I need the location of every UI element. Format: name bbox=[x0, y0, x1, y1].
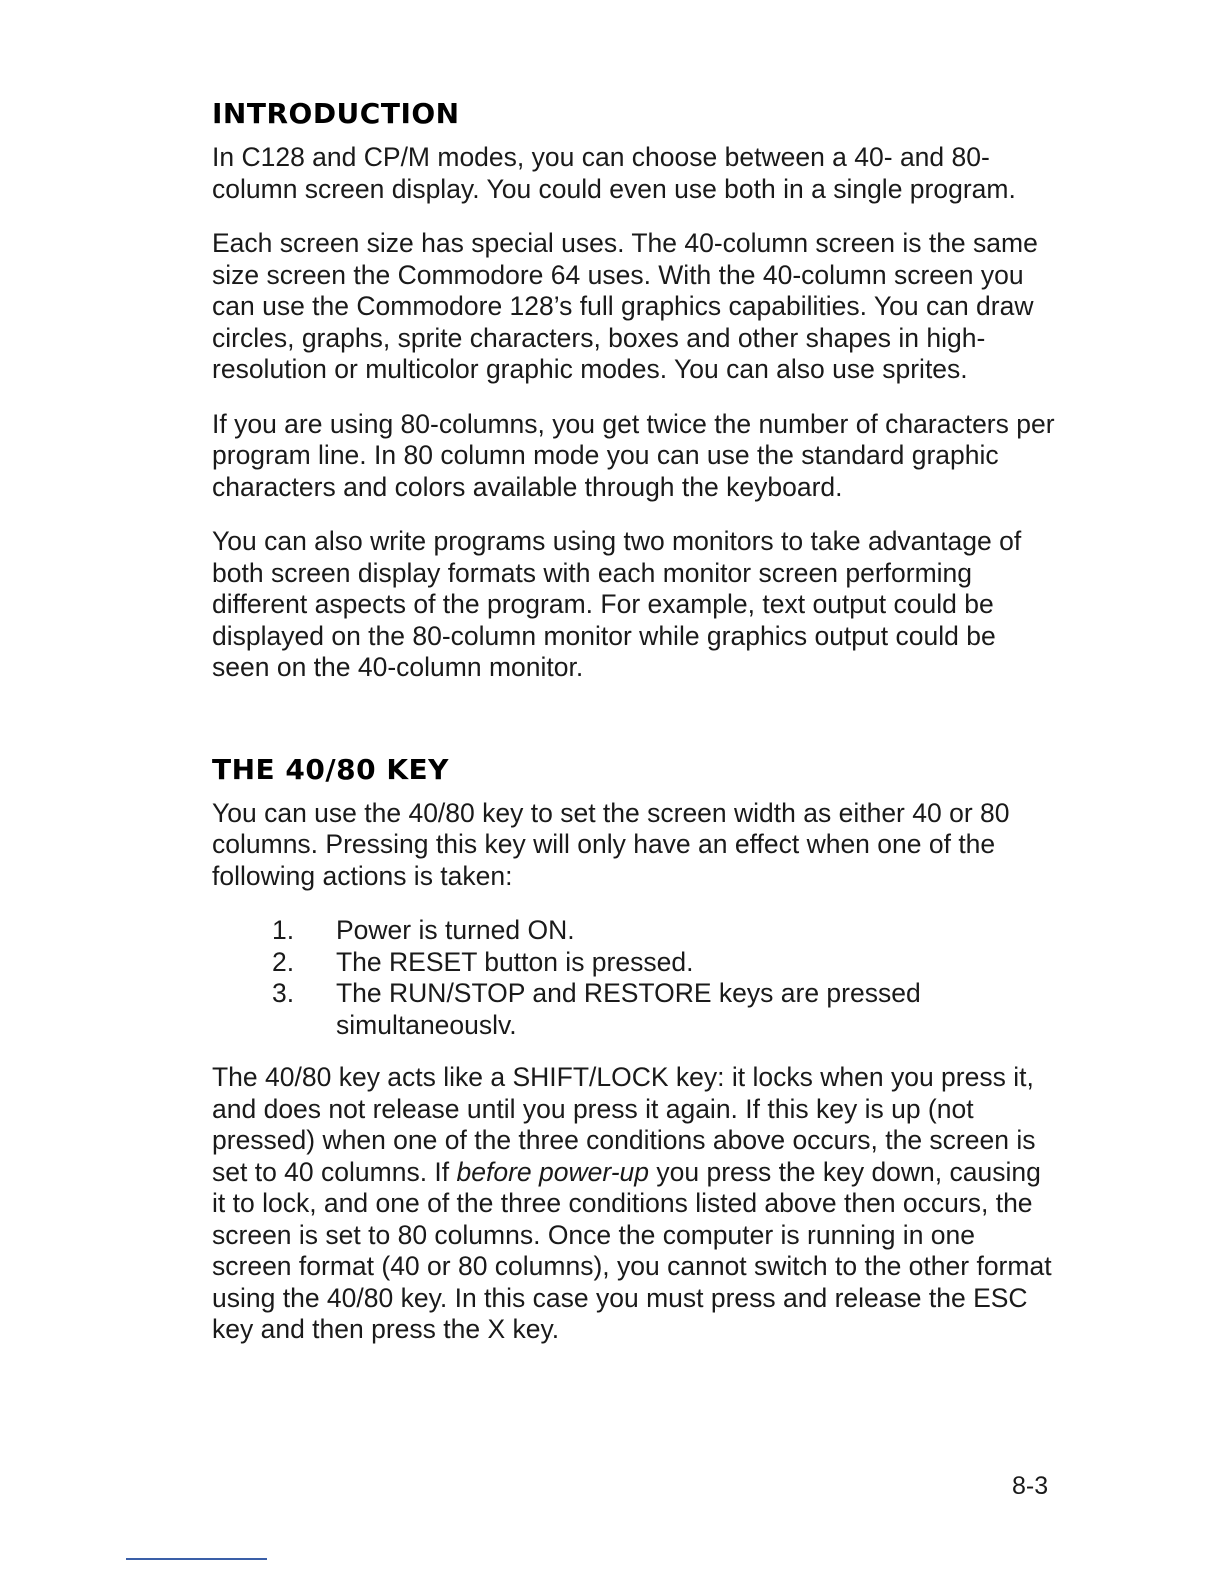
document-page bbox=[212, 96, 1057, 1369]
list-item-text: The RESET button is pressed. bbox=[336, 946, 694, 977]
closing-text-part-2: you press the key down, causing it to lock, and one of the three conditions listed above then occurs, the screen is set to 80 columns. Once the computer is running in one screen format (40 or 80 columns), you cannot switch to the other format using the 40/80 key. In this case you must press and release the ESC key and then press the X key. bbox=[212, 1156, 1052, 1344]
introduction-paragraph: Each screen size has special uses. The 40-column screen is the same size screen the Commodore 64 uses. With the 40-column screen you can use the Commodore 128’s full graphics capabilities. You can draw circles, graphs, sprite characters, boxes and other shapes in high-resolution or multicolor graphic modes. You can also use sprites. bbox=[212, 228, 1038, 384]
introduction-paragraph: If you are using 80-columns, you get twice the number of characters per program line. In 80 column mode you can use the standard graphic characters and colors available through the keyboard. bbox=[212, 408, 1055, 502]
closing-text-part-1: The 40/80 key acts like a SHIFT/LOCK key: it locks when you press it, and does not release until you press it again. If this key is up (not pressed) when one of the three conditions above occurs, the screen is set to 40 columns. If bbox=[212, 1062, 1036, 1187]
introduction-heading: INTRODUCTION bbox=[212, 97, 460, 130]
actions-list bbox=[212, 915, 1057, 1041]
key-section-closing-paragraph bbox=[212, 1062, 1057, 1346]
page-number: 8-3 bbox=[1012, 1472, 1049, 1500]
closing-emphasis: before power-up bbox=[456, 1156, 650, 1187]
list-item bbox=[212, 947, 1057, 979]
key-section-intro: You can use the 40/80 key to set the screen width as either 40 or 80 columns. Pressing this key will only have an effect when one of the following actions is taken: bbox=[212, 797, 1010, 891]
list-item-number: 3. bbox=[272, 978, 295, 1008]
introduction-paragraph: You can also write programs using two monitors to take advantage of both screen display formats with each monitor screen performing different aspects of the program. For example, text output could be displayed on the 80-column monitor while graphics output could be seen on the 40-column monitor. bbox=[212, 526, 1022, 682]
list-item-number: 1. bbox=[272, 915, 295, 945]
list-item bbox=[212, 915, 1057, 947]
list-item-text: The RUN/STOP and RESTORE keys are pressed simultaneouslv. bbox=[336, 978, 921, 1040]
list-item bbox=[212, 978, 1057, 1041]
footer-rule bbox=[126, 1558, 267, 1560]
section-spacer bbox=[212, 707, 1057, 752]
introduction-paragraph: In C128 and CP/M modes, you can choose between a 40- and 80-column screen display. You could even use both in a single program. bbox=[212, 142, 1016, 204]
key-section-heading: THE 40/80 KEY bbox=[212, 752, 449, 786]
list-item-number: 2. bbox=[272, 946, 295, 977]
list-item-text: Power is turned ON. bbox=[336, 915, 575, 945]
